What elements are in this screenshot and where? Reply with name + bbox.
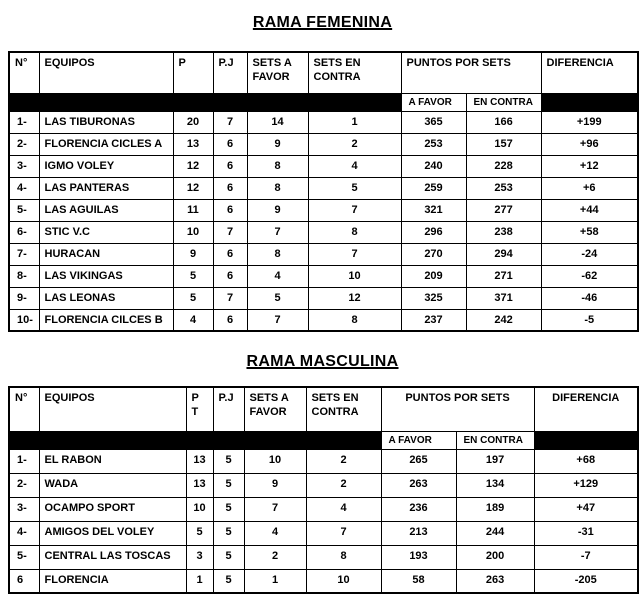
points-against-cell: 166: [466, 111, 541, 133]
sets-for-cell: 2: [244, 545, 306, 569]
points-for-cell: 240: [401, 155, 466, 177]
rank-cell: 2-: [9, 473, 39, 497]
sets-against-cell: 1: [308, 111, 401, 133]
table-row: [9, 133, 638, 155]
points-for-cell: 259: [401, 177, 466, 199]
points-cell: 1: [186, 569, 213, 593]
difference-cell: -31: [534, 521, 638, 545]
subheader-row: [9, 431, 638, 449]
points-cell: 3: [186, 545, 213, 569]
team-cell: LAS VIKINGAS: [39, 265, 173, 287]
played-cell: 5: [213, 497, 244, 521]
points-for-cell: 209: [401, 265, 466, 287]
played-cell: 7: [213, 111, 247, 133]
difference-cell: -7: [534, 545, 638, 569]
difference-cell: -5: [541, 309, 638, 331]
difference-cell: +6: [541, 177, 638, 199]
points-for-cell: 270: [401, 243, 466, 265]
sets-for-cell: 9: [247, 199, 308, 221]
points-against-cell: 238: [466, 221, 541, 243]
points-cell: 11: [173, 199, 213, 221]
played-cell: 6: [213, 309, 247, 331]
col-header-sets-against: SETS EN CONTRA: [306, 387, 381, 431]
difference-cell: -62: [541, 265, 638, 287]
points-against-cell: 244: [456, 521, 534, 545]
table-row: [9, 177, 638, 199]
table-row: [9, 265, 638, 287]
col-header-sets-for: SETS A FAVOR: [244, 387, 306, 431]
title-rama-femenina: RAMA FEMENINA: [252, 14, 393, 31]
rank-cell: 4-: [9, 521, 39, 545]
sets-against-cell: 12: [308, 287, 401, 309]
played-cell: 5: [213, 449, 244, 473]
table-row: [9, 155, 638, 177]
points-against-cell: 271: [466, 265, 541, 287]
title-rama-masculina: RAMA MASCULINA: [246, 353, 399, 370]
played-cell: 5: [213, 521, 244, 545]
points-against-cell: 189: [456, 497, 534, 521]
sets-against-cell: 7: [308, 199, 401, 221]
sets-for-cell: 4: [247, 265, 308, 287]
sets-for-cell: 14: [247, 111, 308, 133]
sets-for-cell: 9: [247, 133, 308, 155]
table-row: [9, 473, 638, 497]
sets-for-cell: 8: [247, 243, 308, 265]
subheader-row: [9, 93, 638, 111]
subheader-points-for: A FAVOR: [381, 431, 456, 449]
col-header-points: P T: [186, 387, 213, 431]
table-row: [9, 111, 638, 133]
subheader-points-against: EN CONTRA: [466, 93, 541, 111]
col-header-sets-for: SETS A FAVOR: [247, 52, 308, 93]
played-cell: 6: [213, 133, 247, 155]
played-cell: 6: [213, 265, 247, 287]
col-header-number: N°: [9, 52, 39, 93]
team-cell: OCAMPO SPORT: [39, 497, 186, 521]
table-row: [9, 545, 638, 569]
rank-cell: 6: [9, 569, 39, 593]
points-against-cell: 228: [466, 155, 541, 177]
difference-cell: -205: [534, 569, 638, 593]
points-for-cell: 213: [381, 521, 456, 545]
difference-cell: +68: [534, 449, 638, 473]
rank-cell: 1-: [9, 111, 39, 133]
sets-against-cell: 8: [306, 545, 381, 569]
points-against-cell: 157: [466, 133, 541, 155]
played-cell: 5: [213, 473, 244, 497]
points-cell: 12: [173, 155, 213, 177]
col-header-played: P.J: [213, 387, 244, 431]
difference-cell: +44: [541, 199, 638, 221]
table-body-femenina: [9, 111, 638, 331]
sets-against-cell: 7: [308, 243, 401, 265]
team-cell: WADA: [39, 473, 186, 497]
rank-cell: 4-: [9, 177, 39, 199]
points-against-cell: 200: [456, 545, 534, 569]
rank-cell: 6-: [9, 221, 39, 243]
rank-cell: 8-: [9, 265, 39, 287]
sets-against-cell: 2: [306, 473, 381, 497]
points-cell: 10: [173, 221, 213, 243]
sets-for-cell: 7: [247, 221, 308, 243]
sets-against-cell: 2: [306, 449, 381, 473]
points-for-cell: 265: [381, 449, 456, 473]
black-band: [534, 431, 638, 449]
points-for-cell: 296: [401, 221, 466, 243]
played-cell: 6: [213, 155, 247, 177]
col-header-difference: DIFERENCIA: [534, 387, 638, 431]
difference-cell: +47: [534, 497, 638, 521]
rank-cell: 5-: [9, 199, 39, 221]
sets-against-cell: 4: [308, 155, 401, 177]
sets-for-cell: 8: [247, 177, 308, 199]
played-cell: 5: [213, 569, 244, 593]
team-cell: EL RABON: [39, 449, 186, 473]
played-cell: 6: [213, 243, 247, 265]
points-against-cell: 371: [466, 287, 541, 309]
standings-table-femenina: [8, 51, 639, 332]
rank-cell: 5-: [9, 545, 39, 569]
table-row: [9, 243, 638, 265]
points-for-cell: 321: [401, 199, 466, 221]
points-against-cell: 277: [466, 199, 541, 221]
points-for-cell: 58: [381, 569, 456, 593]
subheader-points-against: EN CONTRA: [456, 431, 534, 449]
table-row: [9, 497, 638, 521]
played-cell: 6: [213, 199, 247, 221]
points-against-cell: 134: [456, 473, 534, 497]
points-cell: 4: [173, 309, 213, 331]
col-header-teams: EQUIPOS: [39, 387, 186, 431]
sets-against-cell: 10: [306, 569, 381, 593]
difference-cell: +12: [541, 155, 638, 177]
table-row: [9, 449, 638, 473]
team-cell: LAS TIBURONAS: [39, 111, 173, 133]
team-cell: FLORENCIA CILCES B: [39, 309, 173, 331]
points-cell: 5: [173, 265, 213, 287]
rank-cell: 7-: [9, 243, 39, 265]
played-cell: 7: [213, 287, 247, 309]
table-row: [9, 569, 638, 593]
points-cell: 13: [173, 133, 213, 155]
difference-cell: -46: [541, 287, 638, 309]
team-cell: AMIGOS DEL VOLEY: [39, 521, 186, 545]
black-band: [9, 93, 401, 111]
points-against-cell: 197: [456, 449, 534, 473]
points-for-cell: 193: [381, 545, 456, 569]
sets-for-cell: 7: [244, 497, 306, 521]
sets-for-cell: 4: [244, 521, 306, 545]
team-cell: FLORENCIA CICLES A: [39, 133, 173, 155]
team-cell: FLORENCIA: [39, 569, 186, 593]
header-row: [9, 387, 638, 431]
col-header-number: N°: [9, 387, 39, 431]
points-for-cell: 365: [401, 111, 466, 133]
rank-cell: 10-: [9, 309, 39, 331]
difference-cell: +129: [534, 473, 638, 497]
table-row: [9, 309, 638, 331]
team-cell: LAS LEONAS: [39, 287, 173, 309]
table-row: [9, 199, 638, 221]
team-cell: LAS PANTERAS: [39, 177, 173, 199]
difference-cell: -24: [541, 243, 638, 265]
points-against-cell: 253: [466, 177, 541, 199]
col-header-teams: EQUIPOS: [39, 52, 173, 93]
sets-against-cell: 8: [308, 221, 401, 243]
table-row: [9, 287, 638, 309]
points-cell: 9: [173, 243, 213, 265]
points-cell: 13: [186, 449, 213, 473]
sets-for-cell: 8: [247, 155, 308, 177]
points-for-cell: 237: [401, 309, 466, 331]
sets-for-cell: 1: [244, 569, 306, 593]
team-cell: STIC V.C: [39, 221, 173, 243]
difference-cell: +96: [541, 133, 638, 155]
points-against-cell: 263: [456, 569, 534, 593]
team-cell: HURACAN: [39, 243, 173, 265]
sets-against-cell: 10: [308, 265, 401, 287]
points-for-cell: 325: [401, 287, 466, 309]
col-header-sets-against: SETS EN CONTRA: [308, 52, 401, 93]
sets-for-cell: 7: [247, 309, 308, 331]
rank-cell: 1-: [9, 449, 39, 473]
sets-against-cell: 5: [308, 177, 401, 199]
col-header-played: P.J: [213, 52, 247, 93]
points-for-cell: 236: [381, 497, 456, 521]
points-cell: 12: [173, 177, 213, 199]
subheader-points-for: A FAVOR: [401, 93, 466, 111]
played-cell: 6: [213, 177, 247, 199]
col-header-points: P: [173, 52, 213, 93]
points-against-cell: 242: [466, 309, 541, 331]
played-cell: 7: [213, 221, 247, 243]
sets-for-cell: 10: [244, 449, 306, 473]
col-header-points-per-sets: PUNTOS POR SETS: [401, 52, 541, 93]
table-row: [9, 221, 638, 243]
points-cell: 10: [186, 497, 213, 521]
points-for-cell: 263: [381, 473, 456, 497]
team-cell: IGMO VOLEY: [39, 155, 173, 177]
rank-cell: 9-: [9, 287, 39, 309]
sets-against-cell: 2: [308, 133, 401, 155]
points-cell: 5: [186, 521, 213, 545]
difference-cell: +58: [541, 221, 638, 243]
sets-against-cell: 4: [306, 497, 381, 521]
sets-against-cell: 8: [308, 309, 401, 331]
rank-cell: 2-: [9, 133, 39, 155]
col-header-difference: DIFERENCIA: [541, 52, 638, 93]
difference-cell: +199: [541, 111, 638, 133]
header-row: [9, 52, 638, 93]
points-cell: 5: [173, 287, 213, 309]
rank-cell: 3-: [9, 497, 39, 521]
points-cell: 20: [173, 111, 213, 133]
table-row: [9, 521, 638, 545]
points-cell: 13: [186, 473, 213, 497]
sets-against-cell: 7: [306, 521, 381, 545]
played-cell: 5: [213, 545, 244, 569]
sets-for-cell: 9: [244, 473, 306, 497]
team-cell: LAS AGUILAS: [39, 199, 173, 221]
standings-table-masculina: [8, 386, 639, 594]
table-body-masculina: [9, 449, 638, 593]
rank-cell: 3-: [9, 155, 39, 177]
black-band: [541, 93, 638, 111]
col-header-points-per-sets: PUNTOS POR SETS: [381, 387, 534, 431]
points-against-cell: 294: [466, 243, 541, 265]
sets-for-cell: 5: [247, 287, 308, 309]
points-for-cell: 253: [401, 133, 466, 155]
team-cell: CENTRAL LAS TOSCAS: [39, 545, 186, 569]
black-band: [9, 431, 381, 449]
